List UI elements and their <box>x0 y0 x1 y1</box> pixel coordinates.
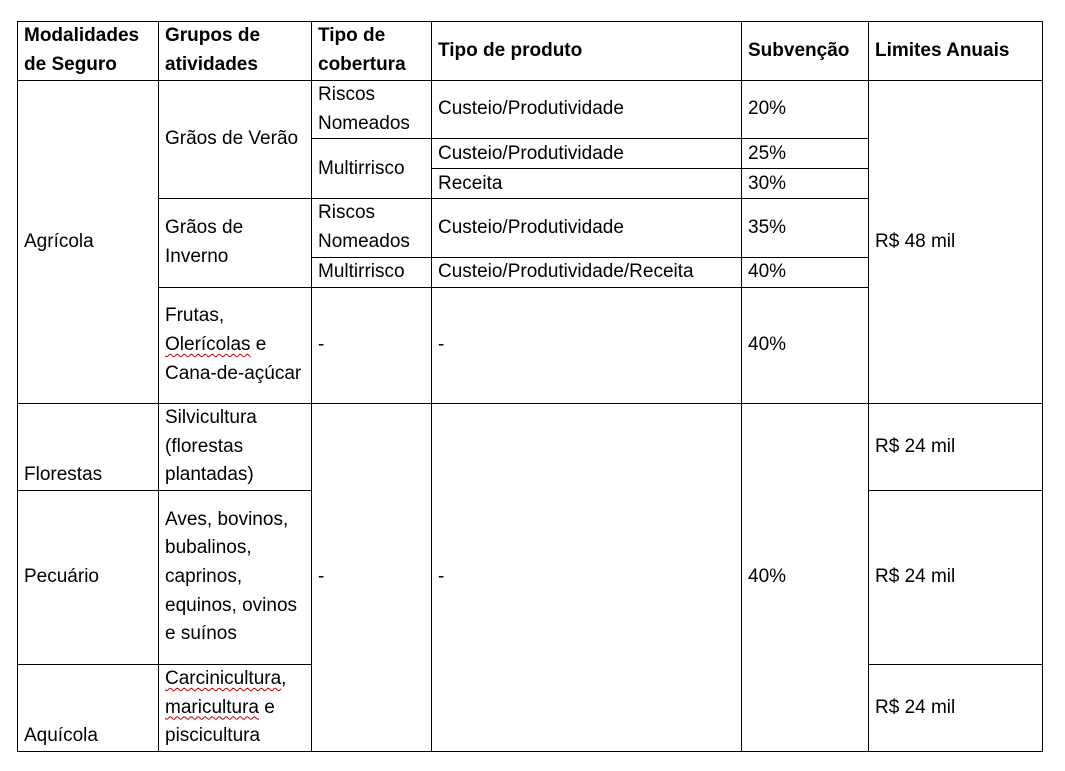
modalidade-cell: Florestas <box>18 403 159 490</box>
grupo-cell: Grãos de Inverno <box>159 199 312 287</box>
header-limites-anuais: Limites Anuais <box>869 22 1043 81</box>
subvencao-cell: 35% <box>742 199 869 257</box>
modalidade-cell: Aquícola <box>18 664 159 751</box>
subvencao-cell: 40% <box>742 287 869 403</box>
header-row <box>18 22 1043 81</box>
produto-cell: - <box>432 403 742 751</box>
grupo-text: e Cana-de-açúcar <box>165 333 302 384</box>
produto-cell: Custeio/Produtividade/Receita <box>432 257 742 287</box>
grupo-cell: Grãos de Verão <box>159 81 312 199</box>
subvencao-cell: 25% <box>742 139 869 169</box>
grupo-cell: Aves, bovinos, bubalinos, caprinos, equinos, ovinos e suínos <box>159 490 312 664</box>
grupo-text: e piscicultura <box>165 696 275 747</box>
subvencao-cell: 40% <box>742 403 869 751</box>
subvencao-cell: 30% <box>742 169 869 199</box>
header-tipo-produto: Tipo de produto <box>432 22 742 81</box>
limite-cell: R$ 24 mil <box>869 664 1043 751</box>
cobertura-cell: Riscos Nomeados <box>312 199 432 257</box>
cobertura-cell: - <box>312 403 432 751</box>
produto-cell: - <box>432 287 742 403</box>
header-subvencao: Subvenção <box>742 22 869 81</box>
table-row <box>18 81 1043 139</box>
header-grupos: Grupos de atividades <box>159 22 312 81</box>
modalidade-cell: Agrícola <box>18 81 159 404</box>
subvencao-cell: 20% <box>742 81 869 139</box>
produto-cell: Receita <box>432 169 742 199</box>
cobertura-cell: - <box>312 287 432 403</box>
subvencao-cell: 40% <box>742 257 869 287</box>
header-modalidades: Modalidades de Seguro <box>18 22 159 81</box>
produto-cell: Custeio/Produtividade <box>432 199 742 257</box>
produto-cell: Custeio/Produtividade <box>432 139 742 169</box>
spellcheck-word: maricultura <box>165 696 259 718</box>
cobertura-cell: Riscos Nomeados <box>312 81 432 139</box>
produto-cell: Custeio/Produtividade <box>432 81 742 139</box>
spellcheck-word: Olerícolas <box>165 333 251 355</box>
spellcheck-word: Carcinicultura <box>165 667 282 689</box>
table-row <box>18 403 1043 490</box>
insurance-subsidy-table <box>17 21 1043 752</box>
cobertura-cell: Multirrisco <box>312 139 432 199</box>
limite-cell: R$ 48 mil <box>869 81 1043 404</box>
grupo-cell <box>159 287 312 403</box>
grupo-cell: Silvicultura (florestas plantadas) <box>159 403 312 490</box>
modalidade-cell: Pecuário <box>18 490 159 664</box>
header-tipo-cobertura: Tipo de cobertura <box>312 22 432 81</box>
grupo-text: , <box>281 667 287 689</box>
grupo-text: Frutas, <box>165 305 225 327</box>
limite-cell: R$ 24 mil <box>869 403 1043 490</box>
limite-cell: R$ 24 mil <box>869 490 1043 664</box>
cobertura-cell: Multirrisco <box>312 257 432 287</box>
grupo-cell <box>159 664 312 751</box>
